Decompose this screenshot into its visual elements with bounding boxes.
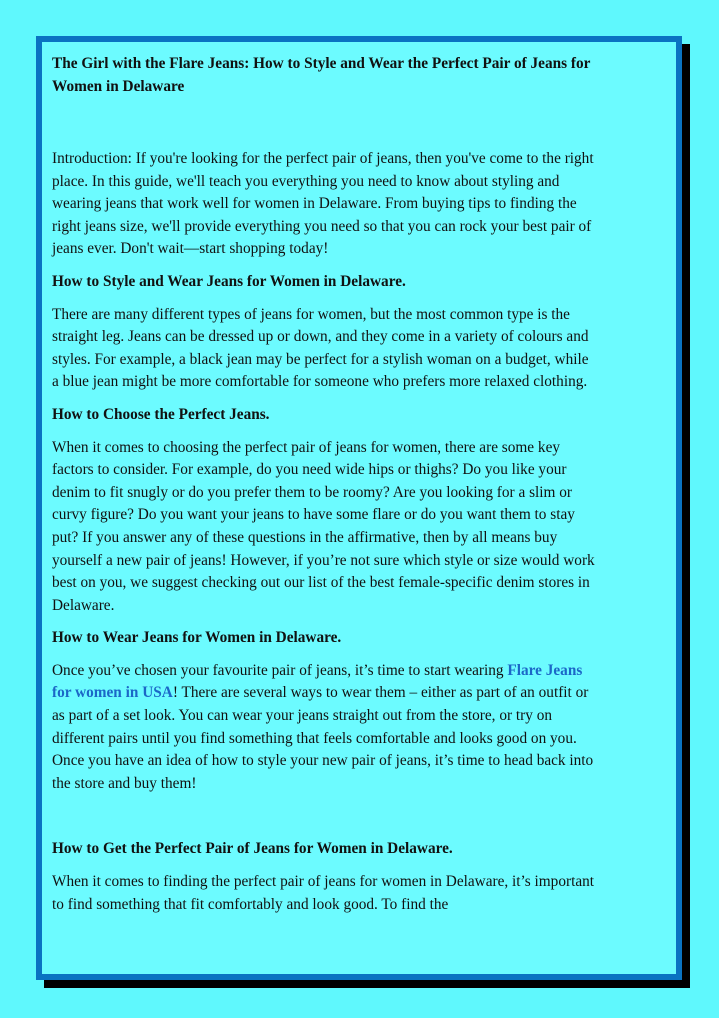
section-heading-get-perfect-pair: How to Get the Perfect Pair of Jeans for Women in Delaware. — [52, 840, 453, 858]
intro-paragraph: Introduction: If you're looking for the perfect pair of jeans, then you've come to the right place. In this guide, we'll teach you everything you need to know about styling and wearing jeans that work well for women in Delaware. From buying tips to finding the right jeans size, we'll provide everything you need so that you can rock your best pair of jeans ever. Don't wait—start shopping today! — [52, 150, 594, 258]
section-body-style-and-wear: There are many different types of jeans for women, but the most common type is the straight leg. Jeans can be dressed up or down, and they come in a variety of colours and styles. For example, a black jean may be perfect for a stylish woman on a budget, while a blue jean might be more comfortable for someone who prefers more relaxed clothing. — [52, 305, 589, 391]
section-heading-wear: How to Wear Jeans for Women in Delaware. — [52, 629, 342, 647]
section-heading-choose: How to Choose the Perfect Jeans. — [52, 405, 270, 423]
document-body — [52, 52, 597, 926]
document-title: The Girl with the Flare Jeans: How to Style and Wear the Perfect Pair of Jeans for Women in Delaware — [52, 55, 591, 95]
section-body-wear-before: Once you’ve chosen your favourite pair of jeans, it’s time to start wearing — [52, 661, 508, 679]
section-heading-style-and-wear: How to Style and Wear Jeans for Women in Delaware. — [52, 272, 406, 290]
section-body-wear-after: ! There are several ways to wear them – either as part of an outfit or as part of a set look. You can wear your jeans straight out from the store, or try on different pairs until you find something that feels comfortable and looks good on you. Once you have an idea of how to style your new pair of jeans, it’s time to head back into the store and buy them! — [52, 684, 594, 792]
section-body-get-perfect-pair: When it comes to finding the perfect pair of jeans for women in Delaware, it’s important to find something that fit comfortably and look good. To find the — [52, 873, 595, 913]
section-body-choose: When it comes to choosing the perfect pair of jeans for women, there are some key factors to consider. For example, do you need wide hips or thighs? Do you like your denim to fit snugly or do you prefer them to be roomy? Are you looking for a slim or curvy figure? Do you want your jeans to have some flare or do you want them to stay put? If you answer any of these questions in the affirmative, then by all means buy yourself a new pair of jeans! However, if you’re not sure which style or size would work best on you, we suggest checking out our list of the best female-specific denim stores in Delaware. — [52, 438, 595, 614]
flare-jeans-link[interactable]: Flare Jeans for women in USA — [52, 661, 583, 702]
spacer — [52, 805, 597, 838]
section-body-wear — [52, 660, 597, 796]
